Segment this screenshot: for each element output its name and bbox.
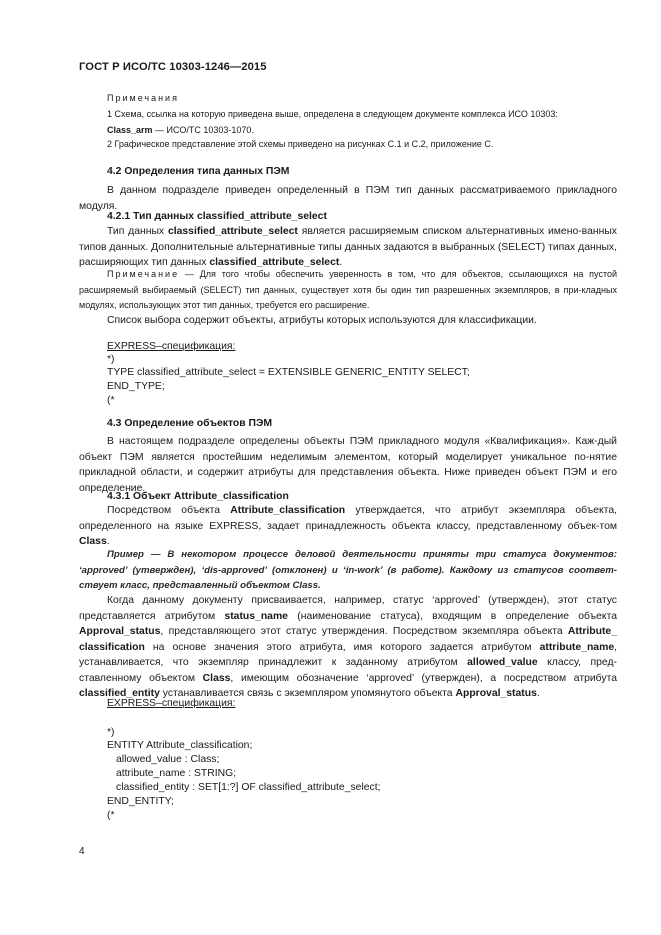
select-note: Примечание — Для того чтобы обеспечить уверенность в том, что для объектов, ссылающихся на пустой расширяемый выбираемый (SELECT) тип данных, существует хотя бы один тип разрешенных экземпляров, в при-кладных модулях, использующих этот тип данных, требуется его расширение. bbox=[79, 269, 617, 310]
express-2-line-2: ENTITY Attribute_classification; bbox=[107, 740, 253, 751]
document-header: ГОСТ Р ИСО/ТС 10303-1246—2015 bbox=[79, 61, 267, 73]
express-2-line-5: classified_entity : SET[1:?] OF classified_attribute_select; bbox=[116, 782, 381, 793]
section-4-2-heading: 4.2 Определения типа данных ПЭМ bbox=[107, 166, 290, 177]
section-4-3-1-explanation: Когда данному документу присваивается, например, статус ‘approved’ (утвержден), этот статус представляется атрибутом status_name (наименование статуса), входящим в определение объекта Approval_status, представляющего этот статус утверждения. Посредством экземпляра объекта Attribute_ classification на основе значения этого атрибута, имя которого задается атрибутом attribute_name, устанавливается, что экземпляр принадлежит к заданному атрибутом allowed_value классу, пред-ставленному объектом Class, имеющим обозначение ‘approved’ (утвержден), а посредством атрибута classified_entity устанавливается связь с экземпляром упомянутого объекта Approval_status. bbox=[79, 595, 618, 699]
note-2: 2 Графическое представление этой схемы приведено на рисунках С.1 и С.2, приложение С. bbox=[107, 139, 494, 149]
section-4-2-1-paragraph: Тип данных classified_attribute_select является расширяемым списком альтернативных имено-ванных типов данных. Дополнительные альтернативные типы данных задаются в выбранных (SELECT) типах данных, расширяющих тип данных classified_attribute_select. bbox=[79, 226, 618, 268]
express-2-line-3: allowed_value : Class; bbox=[116, 754, 220, 765]
express-2-line-1: *) bbox=[107, 727, 115, 738]
express-2-line-6: END_ENTITY; bbox=[107, 796, 174, 807]
express-spec-label-1: EXPRESS–спецификация: bbox=[107, 341, 236, 352]
example-paragraph: Пример — В некотором процессе деловой деятельности приняты три статуса документов: ‘approved’ (утвержден), ‘dis-approved’ (отклонен) и ‘in-work’ (в работе). Каждому из статусов соответ-ствует класс, представленный объектом Class. bbox=[79, 549, 617, 591]
section-4-3-paragraph: В настоящем подразделе определены объекты ПЭМ прикладного модуля «Квалификация». Каж-дый объект ПЭМ является простейшим неделимым элементом, который моделирует уникальное по-нятие прикладной области, и содержит атрибуты для представления объекта. Ниже приведен объект ПЭМ и его определение. bbox=[79, 436, 617, 494]
express-1-line-2: TYPE classified_attribute_select = EXTENSIBLE GENERIC_ENTITY SELECT; bbox=[107, 367, 470, 378]
select-list-text: Список выбора содержит объекты, атрибуты которых используются для классификации. bbox=[107, 315, 537, 326]
section-4-2-1-heading: 4.2.1 Тип данных classified_attribute_select bbox=[107, 211, 327, 222]
notes-title: Примечания bbox=[107, 93, 179, 103]
section-4-2-paragraph: В данном подразделе приведен определенный в ПЭМ тип данных рассматриваемого прикладного модуля. bbox=[79, 185, 617, 212]
express-2-line-7: (* bbox=[107, 810, 115, 821]
express-1-line-1: *) bbox=[107, 354, 115, 365]
note-1: 1 Схема, ссылка на которую приведена выше, определена в следующем документе комплекса ИСО 10303: Class_arm — ИСО/ТС 10303-1070. bbox=[107, 109, 558, 135]
express-spec-label-2: EXPRESS–спецификация: bbox=[107, 698, 236, 709]
express-1-line-4: (* bbox=[107, 395, 115, 406]
express-2-line-4: attribute_name : STRING; bbox=[116, 768, 237, 779]
page-number: 4 bbox=[79, 846, 85, 857]
section-4-3-1-heading: 4.3.1 Объект Attribute_classification bbox=[107, 491, 289, 502]
section-4-3-heading: 4.3 Определение объектов ПЭМ bbox=[107, 418, 273, 429]
section-4-3-1-paragraph: Посредством объекта Attribute_classification утверждается, что атрибут экземпляра объекта, определенного на языке EXPRESS, задает принадлежность объекта классу, представленному объек-том Class. bbox=[79, 505, 617, 547]
express-1-line-3: END_TYPE; bbox=[107, 381, 165, 392]
